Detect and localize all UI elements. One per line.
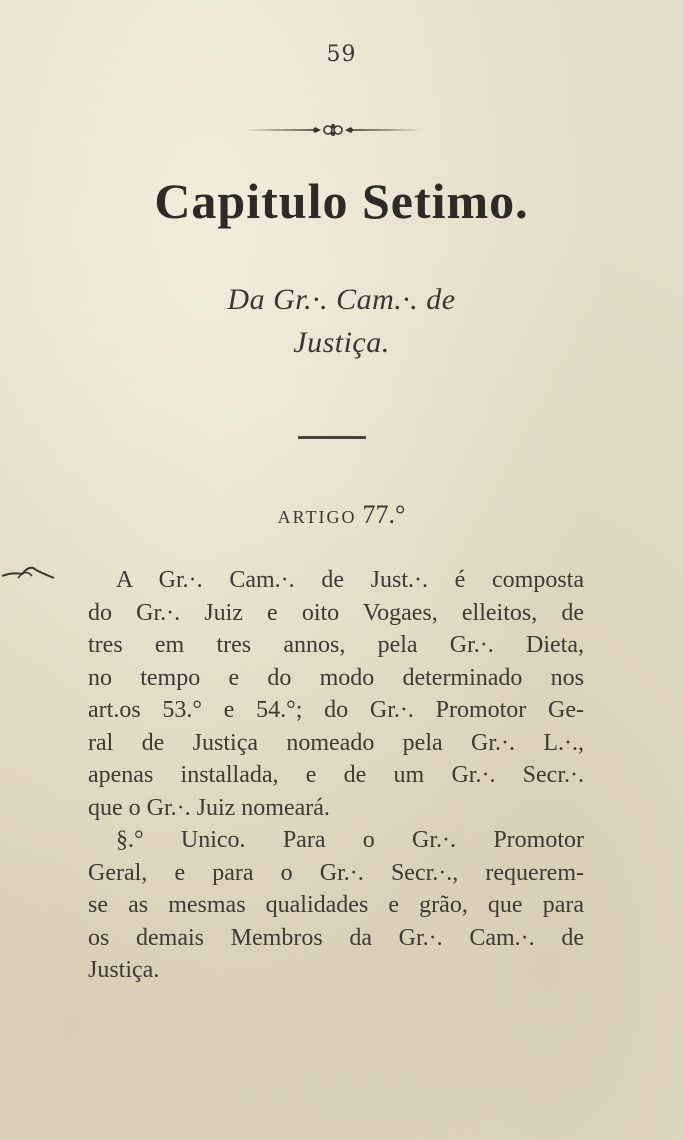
body-line: se as mesmas qualidades e grão, que para: [88, 892, 584, 918]
article-body: [88, 564, 584, 987]
article-word: ARTIGO: [277, 507, 357, 527]
body-line: A Gr.·. Cam.·. de Just.·. é composta: [116, 567, 584, 593]
body-line: do Gr.·. Juiz e oito Vogaes, elleitos, de: [88, 599, 584, 626]
body-line: ral de Justiça nomeado pela Gr.·. L.·.,: [88, 729, 584, 756]
ink-mark-icon: [0, 558, 56, 584]
section-rule: [298, 436, 366, 439]
ornament-divider-icon: [243, 122, 423, 138]
page-number: 59: [326, 42, 357, 67]
chapter-title: Capitulo Setimo.: [154, 173, 529, 229]
body-line: Justiça.: [88, 957, 160, 983]
body-line: que o Gr.·. Juiz nomeará.: [88, 794, 330, 821]
article-number: 77.°: [362, 500, 406, 529]
subtitle-line-1: Da Gr.·. Cam.·. de: [227, 283, 456, 316]
subtitle-line-2: Justiça.: [293, 326, 390, 359]
body-line: no tempo e do modo determinado nos: [88, 664, 584, 691]
body-line: apenas installada, e de um Gr.·. Secr.·.: [88, 762, 584, 788]
body-line: §.° Unico. Para o Gr.·. Promotor: [116, 827, 584, 853]
article-heading: [0, 500, 683, 530]
body-line: art.os 53.° e 54.°; do Gr.·. Promotor Ge-: [88, 697, 584, 723]
body-line: tres em tres annos, pela Gr.·. Dieta,: [88, 632, 584, 658]
body-line: os demais Membros da Gr.·. Cam.·. de: [88, 924, 584, 951]
body-line: Geral, e para o Gr.·. Secr.·., requerem-: [88, 859, 584, 886]
